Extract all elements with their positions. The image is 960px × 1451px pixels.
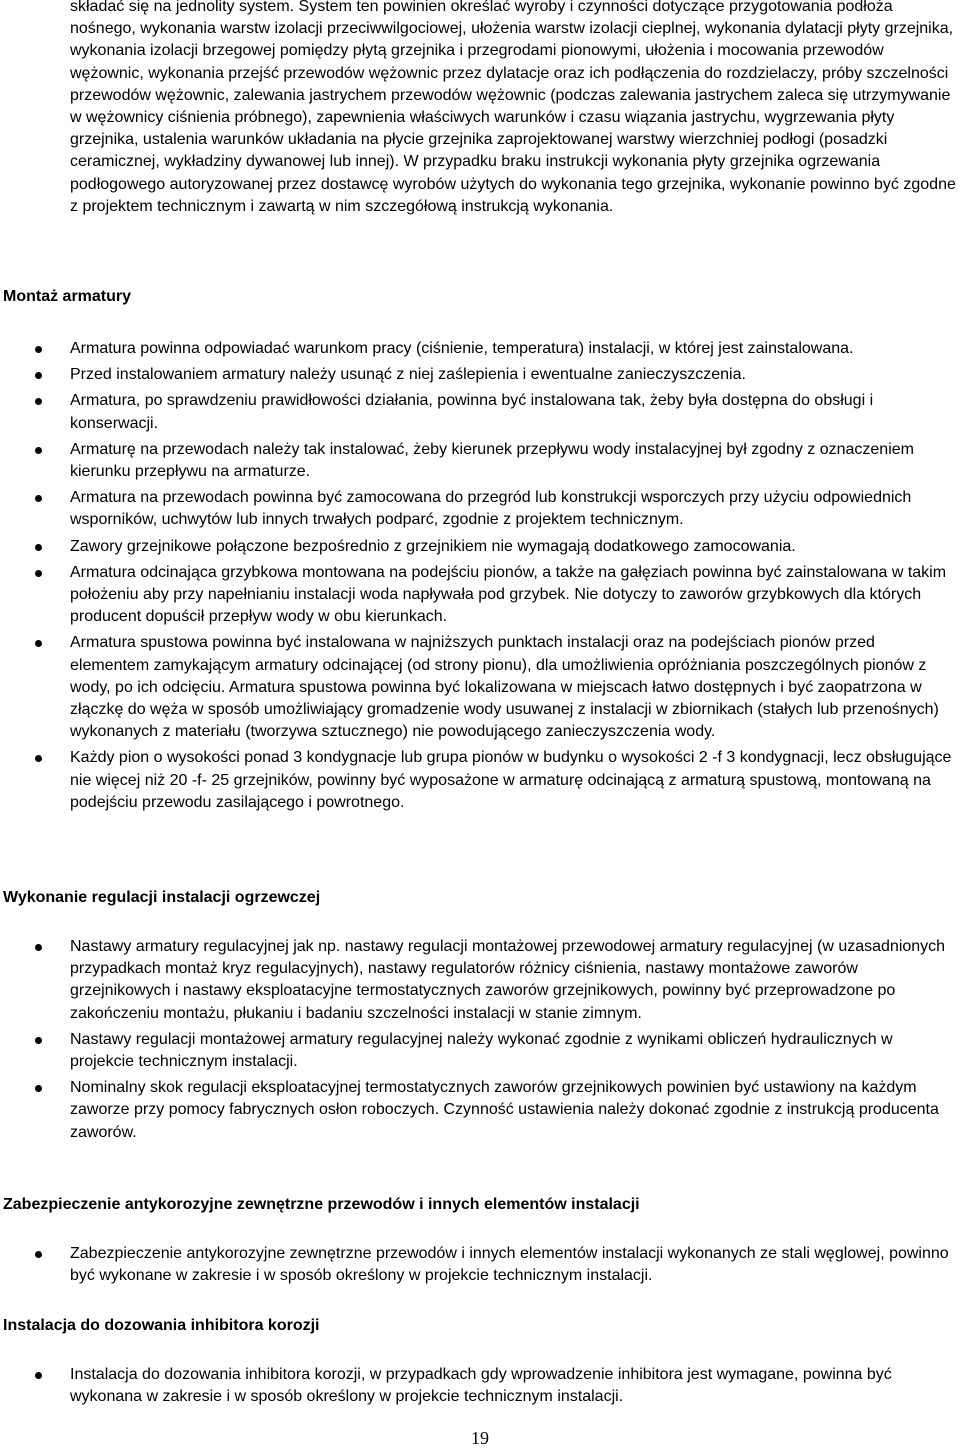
section-list-regulacja bbox=[0, 936, 960, 1148]
bullet-icon bbox=[35, 447, 42, 454]
list-item bbox=[0, 1243, 960, 1287]
bullet-icon bbox=[35, 640, 42, 647]
list-item-text: Zabezpieczenie antykorozyjne zewnętrzne przewodów i innych elementów instalacji wykonanych ze stali węglowej, powinno być wykonane w zakresie i w sposób określony w projekcie technicznym instalacji. bbox=[70, 1245, 949, 1285]
page-number: 19 bbox=[471, 1428, 489, 1448]
list-item bbox=[0, 338, 960, 360]
list-item bbox=[0, 1077, 960, 1144]
bullet-icon bbox=[35, 944, 42, 951]
list-item bbox=[0, 747, 960, 814]
bullet-icon bbox=[35, 570, 42, 577]
list-item-text: Instalacja do dozowania inhibitora korozji, w przypadkach gdy wprowadzenie inhibitora jest wymagane, powinna być wykonana w zakresie i w sposób określony w projekcie technicznym instalacji. bbox=[70, 1366, 892, 1406]
list-item bbox=[0, 364, 960, 386]
list-item-text: Armatura powinna odpowiadać warunkom pracy (ciśnienie, temperatura) instalacji, w której jest zainstalowana. bbox=[70, 340, 854, 357]
section-heading-regulacja: Wykonanie regulacji instalacji ogrzewczej bbox=[3, 889, 321, 906]
list-item bbox=[0, 632, 960, 743]
section-heading-montaz-armatury: Montaż armatury bbox=[3, 288, 132, 305]
list-item bbox=[0, 562, 960, 629]
list-item-text: Armatura na przewodach powinna być zamocowana do przegród lub konstrukcji wsporczych przy użyciu odpowiednich wsporników, uchwytów lub innych trwałych podparć, zgodnie z projektem technicznym. bbox=[70, 489, 912, 529]
section-list-inhibitor bbox=[0, 1364, 960, 1412]
bullet-icon bbox=[35, 1037, 42, 1044]
list-item bbox=[0, 936, 960, 1025]
list-item bbox=[0, 390, 960, 434]
bullet-icon bbox=[35, 755, 42, 762]
bullet-icon bbox=[35, 1372, 42, 1379]
section-list-zabezpieczenie bbox=[0, 1243, 960, 1291]
list-item-text: Armatura, po sprawdzeniu prawidłowości działania, powinna być instalowana tak, żeby była dostępna do obsługi i konserwacji. bbox=[70, 392, 874, 432]
bullet-icon bbox=[35, 1251, 42, 1258]
bullet-icon bbox=[35, 495, 42, 502]
list-item-text: Nominalny skok regulacji eksploatacyjnej termostatycznych zaworów grzejnikowych powinien być ustawiony na każdym zaworze przy pomocy fabrycznych osłon roboczych. Czynność ustawienia należy dokonać zgodnie z instrukcją producenta zaworów. bbox=[70, 1079, 939, 1141]
list-item-text: Armatura odcinająca grzybkowa montowana na podejściu pionów, a także na gałęziach powinna być zainstalowana w takim położeniu aby przy napełnianiu instalacji woda napływała pod grzybek. Nie dotyczy to zaworów grzybkowych dla których producent dopuścił przepływ wody w obu kierunkach. bbox=[70, 563, 947, 626]
list-item bbox=[0, 1364, 960, 1408]
bullet-icon bbox=[35, 1085, 42, 1092]
list-item bbox=[0, 487, 960, 531]
intro-paragraph: składać się na jednolity system. System ten powinien określać wyroby i czynności dotyczące przygotowania podłoża nośnego, wykonania warstw izolacji przeciwwilgociowej, ułożenia warstw izolacji cieplnej, wykonania dylatacji płyty grzejnika, wykonania izolacji brzegowej pomiędzy płytą grzejnika i przegrodami pionowymi, ułożenia i mocowania przewodów wężownic, wykonania przejść przewodów wężownic przez dylatacje oraz ich podłączenia do rozdzielaczy, próby szczelności przewodów wężownic, zalewania jastrychem przewodów wężownic (podczas zalewania jastrychem zaleca się utrzymywanie w wężownicy ciśnienia próbnego), zapewnienia właściwych warunków i czasu wiązania jastrychu, wygrzewania płyty grzejnika, ustalenia warunków układania na płycie grzejnika zaprojektowanej warstwy wierzchniej podłogi (posadzki ceramicznej, wykładziny dywanowej lub innej). W przypadku braku instrukcji wykonania płyty grzejnika ogrzewania podłogowego autoryzowanej przez dostawcę wyrobów użytych do wykonania tego grzejnika, wykonanie powinno być zgodne z projektem technicznym i zawartą w nim szczegółową instrukcją wykonania. bbox=[70, 0, 956, 215]
list-item-text: Nastawy regulacji montażowej armatury regulacyjnej należy wykonać zgodnie z wynikami obliczeń hydraulicznych w projekcie technicznym instalacji. bbox=[70, 1030, 893, 1071]
section-list-montaz-armatury bbox=[0, 338, 960, 818]
list-item bbox=[0, 536, 960, 558]
section-heading-inhibitor: Instalacja do dozowania inhibitora korozji bbox=[3, 1317, 320, 1334]
bullet-icon bbox=[35, 398, 42, 405]
list-item bbox=[0, 439, 960, 483]
list-item-text: Armaturę na przewodach należy tak instalować, żeby kierunek przepływu wody instalacyjnej był zgodny z oznaczeniem kierunku przepływu na armaturze. bbox=[70, 440, 914, 481]
list-item-text: Zawory grzejnikowe połączone bezpośrednio z grzejnikiem nie wymagają dodatkowego zamocowania. bbox=[70, 537, 796, 555]
bullet-icon bbox=[35, 372, 42, 379]
bullet-icon bbox=[35, 544, 42, 551]
list-item bbox=[0, 1029, 960, 1073]
list-item-text: Armatura spustowa powinna być instalowana w najniższych punktach instalacji oraz na podejściach pionów przed elementem zamykającym armatury odcinającej (od strony pionu), dla umożliwienia opróżniania poszczególnych pionów z wody, po ich odcięciu. Armatura spustowa powinna być lokalizowana w miejscach łatwo dostępnych i być zaopatrzona w złączkę do węża w sposób umożliwiający gromadzenie wody usuwanej z instalacji w zbiornikach (stałych lub przenośnych) wykonanych z materiału (tworzywa sztucznego) nie powodującego zanieczyszczenia wody. bbox=[70, 634, 939, 741]
list-item-text: Każdy pion o wysokości ponad 3 kondygnacje lub grupa pionów w budynku o wysokości 2 -f 3 kondygnacji, lecz obsługujące nie więcej niż 20 -f- 25 grzejników, powinny być wyposażone w armaturę odcinającą z armaturą spustową, montowaną na podejściu przewodu zasilającego i powrotnego. bbox=[70, 749, 952, 811]
list-item-text: Przed instalowaniem armatury należy usunąć z niej zaślepienia i ewentualne zanieczyszczenia. bbox=[70, 366, 746, 384]
bullet-icon bbox=[35, 346, 42, 353]
list-item-text: Nastawy armatury regulacyjnej jak np. nastawy regulacji montażowej przewodowej armatury regulacyjnej (w uzasadnionych przypadkach montaż kryz regulacyjnych), nastawy regulatorów różnicy ciśnienia, nastawy montażowe zaworów grzejnikowych i nastawy eksploatacyjne termostatycznych zaworów grzejnikowych, powinny być przeprowadzone po zakończeniu montażu, płukaniu i badaniu szczelności instalacji w stanie zimnym. bbox=[70, 938, 946, 1022]
section-heading-zabezpieczenie: Zabezpieczenie antykorozyjne zewnętrzne przewodów i innych elementów instalacji bbox=[3, 1196, 640, 1213]
